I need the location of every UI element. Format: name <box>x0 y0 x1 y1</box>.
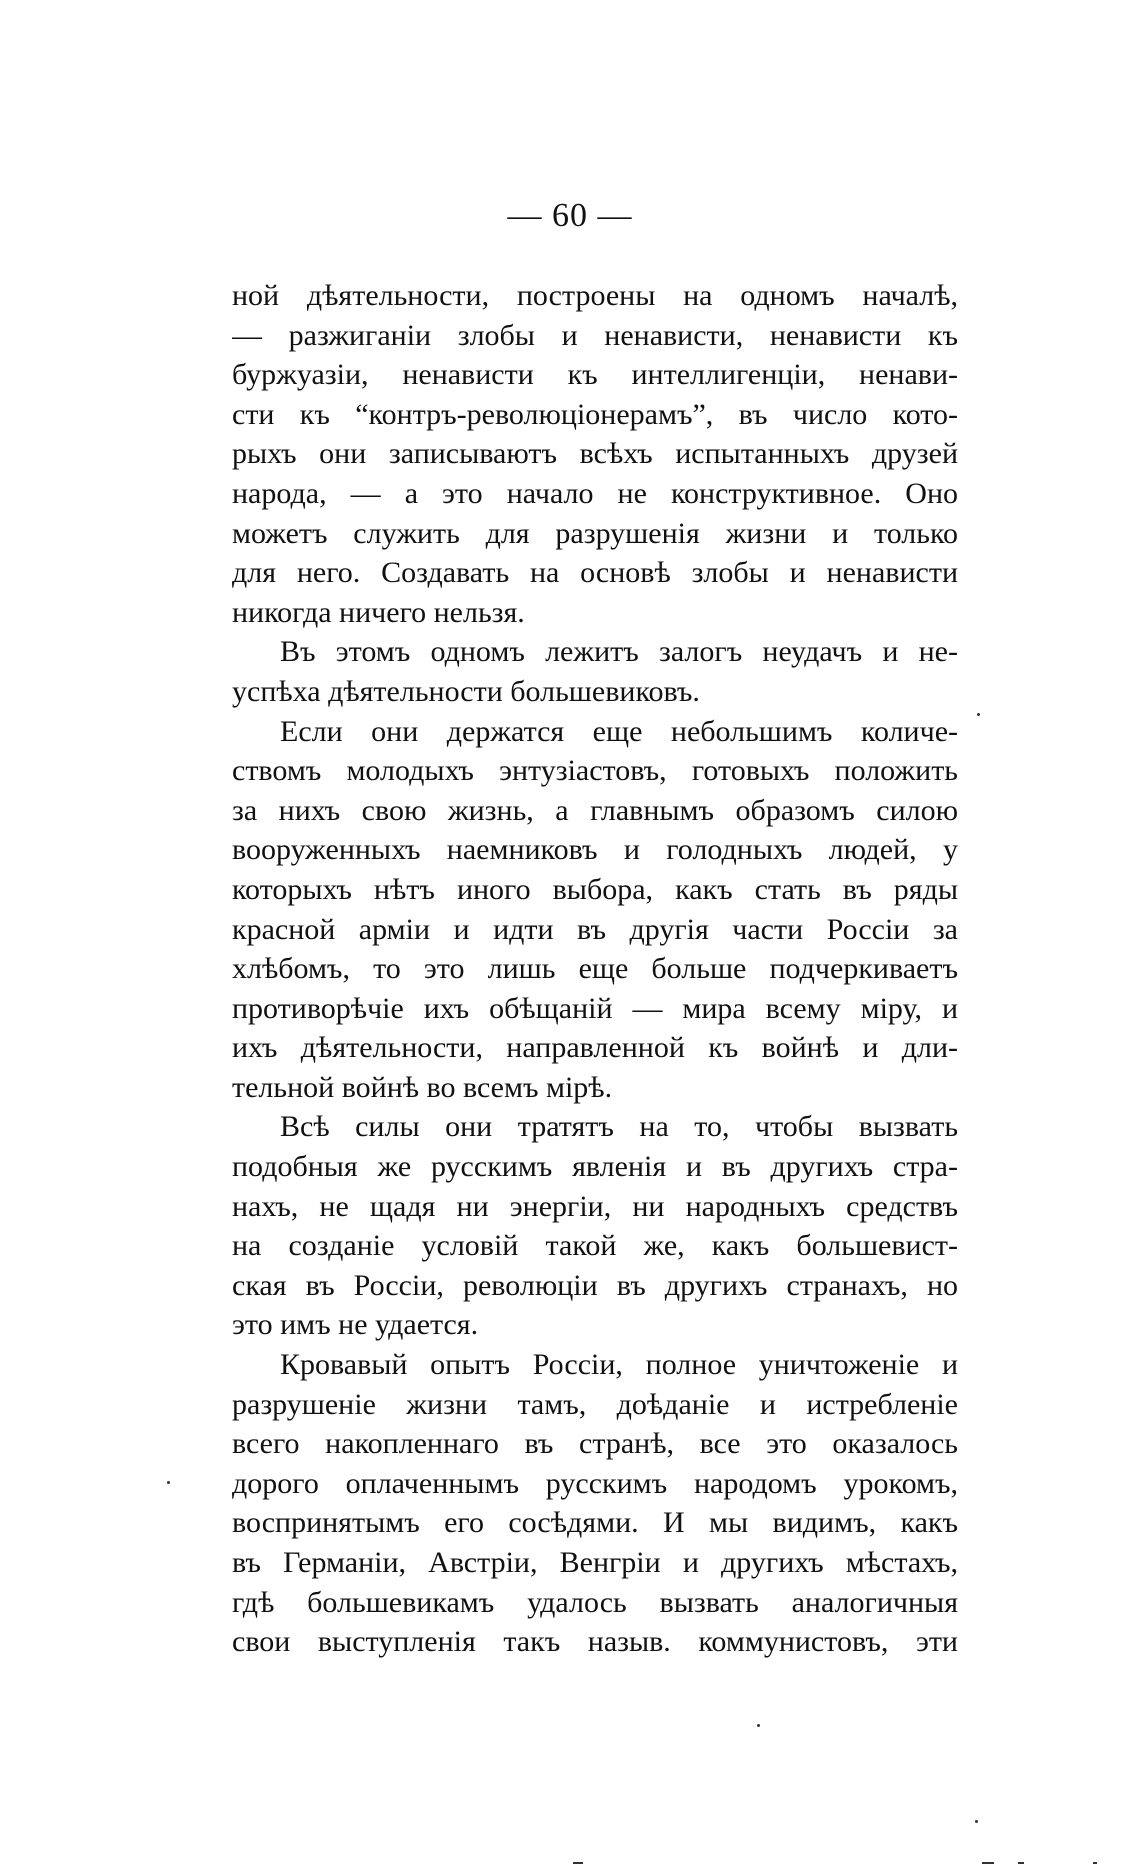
text-line: — разжиганіи злобы и ненависти, ненависти къ <box>232 318 958 352</box>
scan-mark <box>1093 1862 1097 1864</box>
body-text <box>232 276 958 1662</box>
page-number: — 60 — <box>507 197 633 234</box>
text-line: для него. Создавать на основѣ злобы и ненависти <box>232 556 958 590</box>
text-line: которыхъ нѣтъ иного выбора, какъ стать въ ряды <box>232 872 958 906</box>
text-line: на созданіе условій такой же, какъ большевист- <box>232 1229 958 1263</box>
scan-mark <box>573 1862 583 1864</box>
scan-mark <box>982 1862 994 1864</box>
paragraph-start-line: Всѣ силы они тратятъ на то, чтобы вызвать <box>280 1110 958 1144</box>
scan-mark <box>1018 1862 1024 1864</box>
scan-speck <box>975 1820 978 1823</box>
text-line: свои выступленія такъ назыв. коммунистовъ, эти <box>232 1625 958 1659</box>
text-line: противорѣчіе ихъ обѣщаній — мира всему міру, и <box>232 991 958 1025</box>
text-line: ной дѣятельности, построены на одномъ началѣ, <box>232 279 958 312</box>
text-line: дорого оплаченнымъ русскимъ народомъ урокомъ, <box>232 1466 958 1500</box>
text-line: красной арміи и идти въ другія части Россіи за <box>232 912 958 946</box>
text-line: въ Германіи, Австріи, Венгріи и другихъ мѣстахъ, <box>232 1546 958 1579</box>
text-line: разрушеніе жизни тамъ, доѣданіе и истребленіе <box>232 1387 958 1421</box>
text-line: гдѣ большевикамъ удалось вызвать аналогичныя <box>232 1585 958 1619</box>
text-line: воспринятымъ его сосѣдями. И мы видимъ, какъ <box>232 1506 958 1540</box>
text-line: никогда ничего нельзя. <box>232 595 525 629</box>
text-line: вооруженныхъ наемниковъ и голодныхъ людей, у <box>232 833 958 867</box>
text-line: сти къ “контръ-революціонерамъ”, въ число кото- <box>232 397 958 431</box>
text-line: подобныя же русскимъ явленія и въ другихъ стра- <box>232 1150 958 1184</box>
text-line: тельной войнѣ во всемъ мірѣ. <box>232 1070 613 1104</box>
text-line: можетъ служить для разрушенія жизни и только <box>232 516 958 550</box>
text-line: буржуазіи, ненависти къ интеллигенціи, ненави- <box>232 358 958 392</box>
scan-speck <box>977 713 980 716</box>
text-line: всего накопленнаго въ странѣ, все это оказалось <box>232 1427 958 1461</box>
text-line: рыхъ они записываютъ всѣхъ испытанныхъ друзей <box>232 437 958 471</box>
paragraph-start-line: Если они держатся еще небольшимъ количе- <box>280 714 958 748</box>
text-line: ихъ дѣятельности, направленной къ войнѣ и дли- <box>232 1031 958 1065</box>
scan-speck <box>757 1724 760 1727</box>
text-line: хлѣбомъ, то это лишь еще больше подчеркиваетъ <box>232 952 958 986</box>
paragraph-start-line: Въ этомъ одномъ лежитъ залогъ неудачъ и не- <box>280 635 958 669</box>
text-line: народа, — а это начало не конструктивное. Оно <box>232 476 958 510</box>
text-line: нахъ, не щадя ни энергіи, ни народныхъ средствъ <box>232 1189 958 1223</box>
text-line: ская въ Россіи, революціи въ другихъ странахъ, но <box>232 1268 958 1302</box>
text-line: ствомъ молодыхъ энтузіастовъ, готовыхъ положить <box>232 754 958 788</box>
text-line: это имъ не удается. <box>232 1308 479 1342</box>
scan-speck <box>167 1481 170 1484</box>
text-line: успѣха дѣятельности большевиковъ. <box>232 674 700 708</box>
text-line: за нихъ свою жизнь, а главнымъ образомъ силою <box>232 793 958 827</box>
paragraph-start-line: Кровавый опытъ Россіи, полное уничтоженіе и <box>280 1348 958 1382</box>
